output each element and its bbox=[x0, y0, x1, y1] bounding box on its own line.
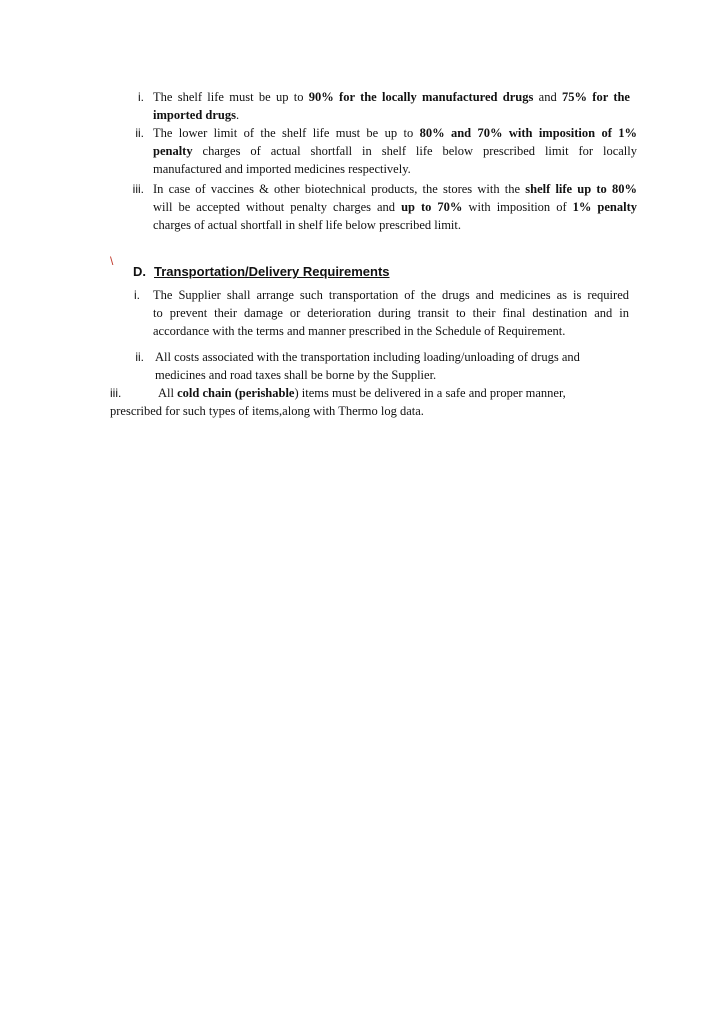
bold-text-segment: 90% for the locally manufactured drugs bbox=[308, 90, 534, 104]
text-line bbox=[155, 366, 615, 384]
item-text-continued bbox=[110, 402, 590, 420]
text-line bbox=[153, 106, 630, 124]
item-number: i. bbox=[134, 288, 140, 302]
text-segment: and bbox=[533, 90, 562, 104]
section-heading bbox=[133, 263, 390, 281]
text-line bbox=[153, 322, 629, 340]
text-segment: All costs associated with the transportation including loading/unloading of drugs and bbox=[155, 350, 580, 364]
item-number: i. bbox=[138, 90, 144, 104]
item-text bbox=[155, 348, 615, 384]
item-text bbox=[153, 286, 629, 340]
text-segment: medicines and road taxes shall be borne by the Supplier. bbox=[155, 368, 437, 382]
text-line bbox=[153, 142, 637, 160]
text-line bbox=[158, 384, 618, 402]
stray-mark: \ bbox=[110, 254, 114, 268]
bold-text-segment: 80% and 70% with imposition of 1% bbox=[419, 126, 637, 140]
text-segment: charges of actual shortfall in shelf life below prescribed limit. bbox=[153, 218, 462, 232]
text-segment: In case of vaccines & other biotechnical products, the stores with the bbox=[153, 182, 526, 196]
text-line bbox=[155, 348, 615, 366]
text-line bbox=[153, 124, 637, 142]
text-line bbox=[110, 402, 590, 420]
item-text bbox=[153, 88, 630, 124]
bold-text-segment: 75% for the bbox=[562, 90, 630, 104]
text-line bbox=[153, 198, 637, 216]
text-segment: will be accepted without penalty charges and bbox=[153, 200, 402, 214]
text-segment: prescribed for such types of items,along with Thermo log data. bbox=[110, 404, 424, 418]
section-letter: D. bbox=[133, 264, 146, 279]
item-text bbox=[153, 124, 637, 178]
item-number: ii. bbox=[135, 126, 144, 140]
text-segment: to prevent their damage or deterioration during transit to their final destination and in bbox=[153, 306, 629, 320]
text-segment: . bbox=[236, 108, 240, 122]
bold-text-segment: 1% penalty bbox=[572, 200, 637, 214]
text-line bbox=[153, 160, 637, 178]
item-number: iii. bbox=[110, 386, 122, 400]
bold-text-segment: cold chain (perishable bbox=[177, 386, 295, 400]
text-segment: manufactured and imported medicines respectively. bbox=[153, 162, 411, 176]
item-text bbox=[153, 180, 637, 234]
bold-text-segment: up to 70% bbox=[401, 200, 463, 214]
text-segment: accordance with the terms and manner prescribed in the Schedule of Requirement. bbox=[153, 324, 566, 338]
text-line bbox=[153, 286, 629, 304]
text-segment: charges of actual shortfall in shelf life below prescribed limit for locally bbox=[192, 144, 637, 158]
text-line bbox=[153, 88, 630, 106]
text-segment: All bbox=[158, 386, 178, 400]
text-segment: The lower limit of the shelf life must be up to bbox=[153, 126, 420, 140]
text-line bbox=[153, 216, 637, 234]
bold-text-segment: imported drugs bbox=[153, 108, 236, 122]
item-number: ii. bbox=[135, 350, 144, 364]
text-line bbox=[153, 304, 629, 322]
text-segment: The Supplier shall arrange such transportation of the drugs and medicines as is required bbox=[153, 288, 629, 302]
text-segment: with imposition of bbox=[462, 200, 573, 214]
text-segment: The shelf life must be up to bbox=[153, 90, 309, 104]
item-number: iii. bbox=[132, 182, 144, 196]
bold-text-segment: penalty bbox=[153, 144, 193, 158]
text-segment: ) items must be delivered in a safe and proper manner, bbox=[294, 386, 566, 400]
section-title: Transportation/Delivery Requirements bbox=[154, 264, 390, 279]
bold-text-segment: shelf life up to 80% bbox=[525, 182, 637, 196]
item-text bbox=[158, 384, 618, 402]
text-line bbox=[153, 180, 637, 198]
